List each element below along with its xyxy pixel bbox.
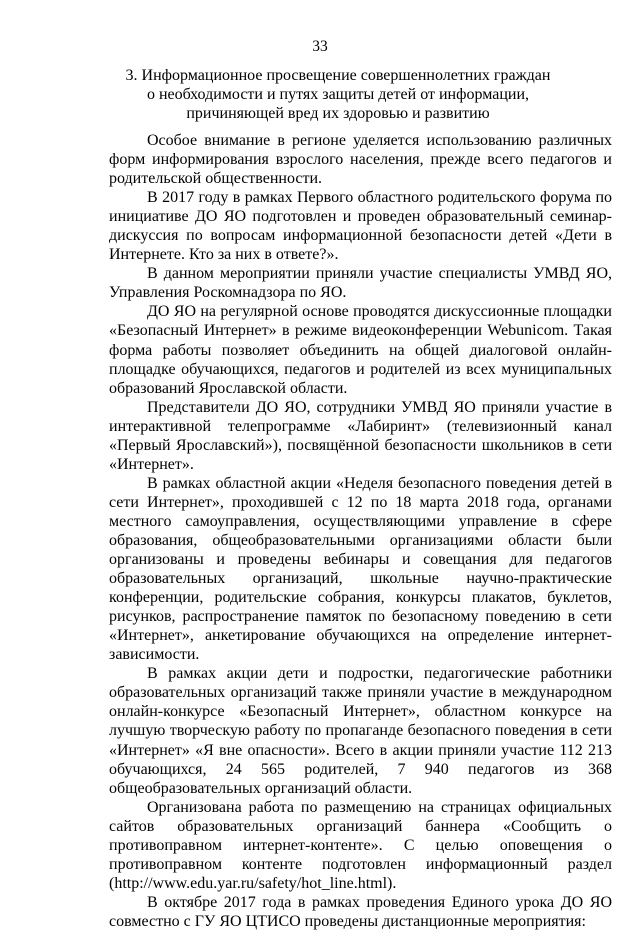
paragraph: Организована работа по размещению на страницах официальных сайтов образовательных организаций баннера «Сообщить о противоправном интернет-контенте». С целью оповещения о противоправном контенте подготовлен информационный раздел (http://www.edu.yar.ru/safety/hot_line.html). bbox=[109, 798, 612, 892]
section-heading-line: 3. Информационное просвещение совершеннолетних граждан bbox=[125, 67, 551, 84]
section-heading-line: причиняющей вред их здоровью и развитию bbox=[186, 105, 490, 122]
paragraph: В рамках областной акции «Неделя безопасного поведения детей в сети Интернет», проходившей с 12 по 18 марта 2018 года, органами местного самоуправления, осуществляющими управление в сфере образования, общеобразовательными организациями области были организованы и проведены вебинары и совещания для педагогов образовательных организаций, школьные научно-практические конференции, родительские собрания, конкурсы плакатов, буклетов, рисунков, распространение памяток по безопасному поведению в сети «Интернет», анкетирование обучающихся на определение интернет-зависимости. bbox=[109, 474, 612, 664]
body-text bbox=[109, 131, 612, 931]
paragraph: Представители ДО ЯО, сотрудники УМВД ЯО приняли участие в интерактивной телепрограмме «Лабиринт» (телевизионный канал «Первый Ярославский»), посвящённой безопасности школьников в сети «Интернет». bbox=[109, 398, 612, 473]
paragraph: В рамках акции дети и подростки, педагогические работники образовательных организаций также приняли участие в международном онлайн-конкурсе «Безопасный Интернет», областном конкурсе на лучшую творческую работу по пропаганде безопасного поведения в сети «Интернет» «Я вне опасности». Всего в акции приняли участие 112 213 обучающихся, 24 565 родителей, 7 940 педагогов из 368 общеобразовательных организаций области. bbox=[109, 665, 612, 797]
paragraph: В 2017 году в рамках Первого областного родительского форума по инициативе ДО ЯО подготовлен и проведен образовательный семинар-дискуссия по вопросам информационной безопасности детей «Дети в Интернете. Кто за них в ответе?». bbox=[109, 189, 612, 264]
paragraph: ДО ЯО на регулярной основе проводятся дискуссионные площадки «Безопасный Интернет» в режиме видеоконференции Webunicom. Такая форма работы позволяет объединить на общей диалоговой онлайн-площадке обучающихся, педагогов и родителей из всех муниципальных образований Ярославской области. bbox=[109, 303, 612, 397]
paragraph: В данном мероприятии приняли участие специалисты УМВД ЯО, Управления Роскомнадзора по ЯО. bbox=[109, 265, 612, 302]
paragraph: В октябре 2017 года в рамках проведения Единого урока ДО ЯО совместно с ГУ ЯО ЦТИСО проведены дистанционные мероприятия: bbox=[109, 893, 612, 930]
section-heading bbox=[108, 66, 568, 123]
section-heading-line: о необходимости и путях защиты детей от информации, bbox=[146, 86, 530, 103]
page-number: 33 bbox=[312, 38, 328, 55]
paragraph: Особое внимание в регионе уделяется использованию различных форм информирования взрослого населения, прежде всего педагогов и родительской общественности. bbox=[109, 132, 612, 188]
